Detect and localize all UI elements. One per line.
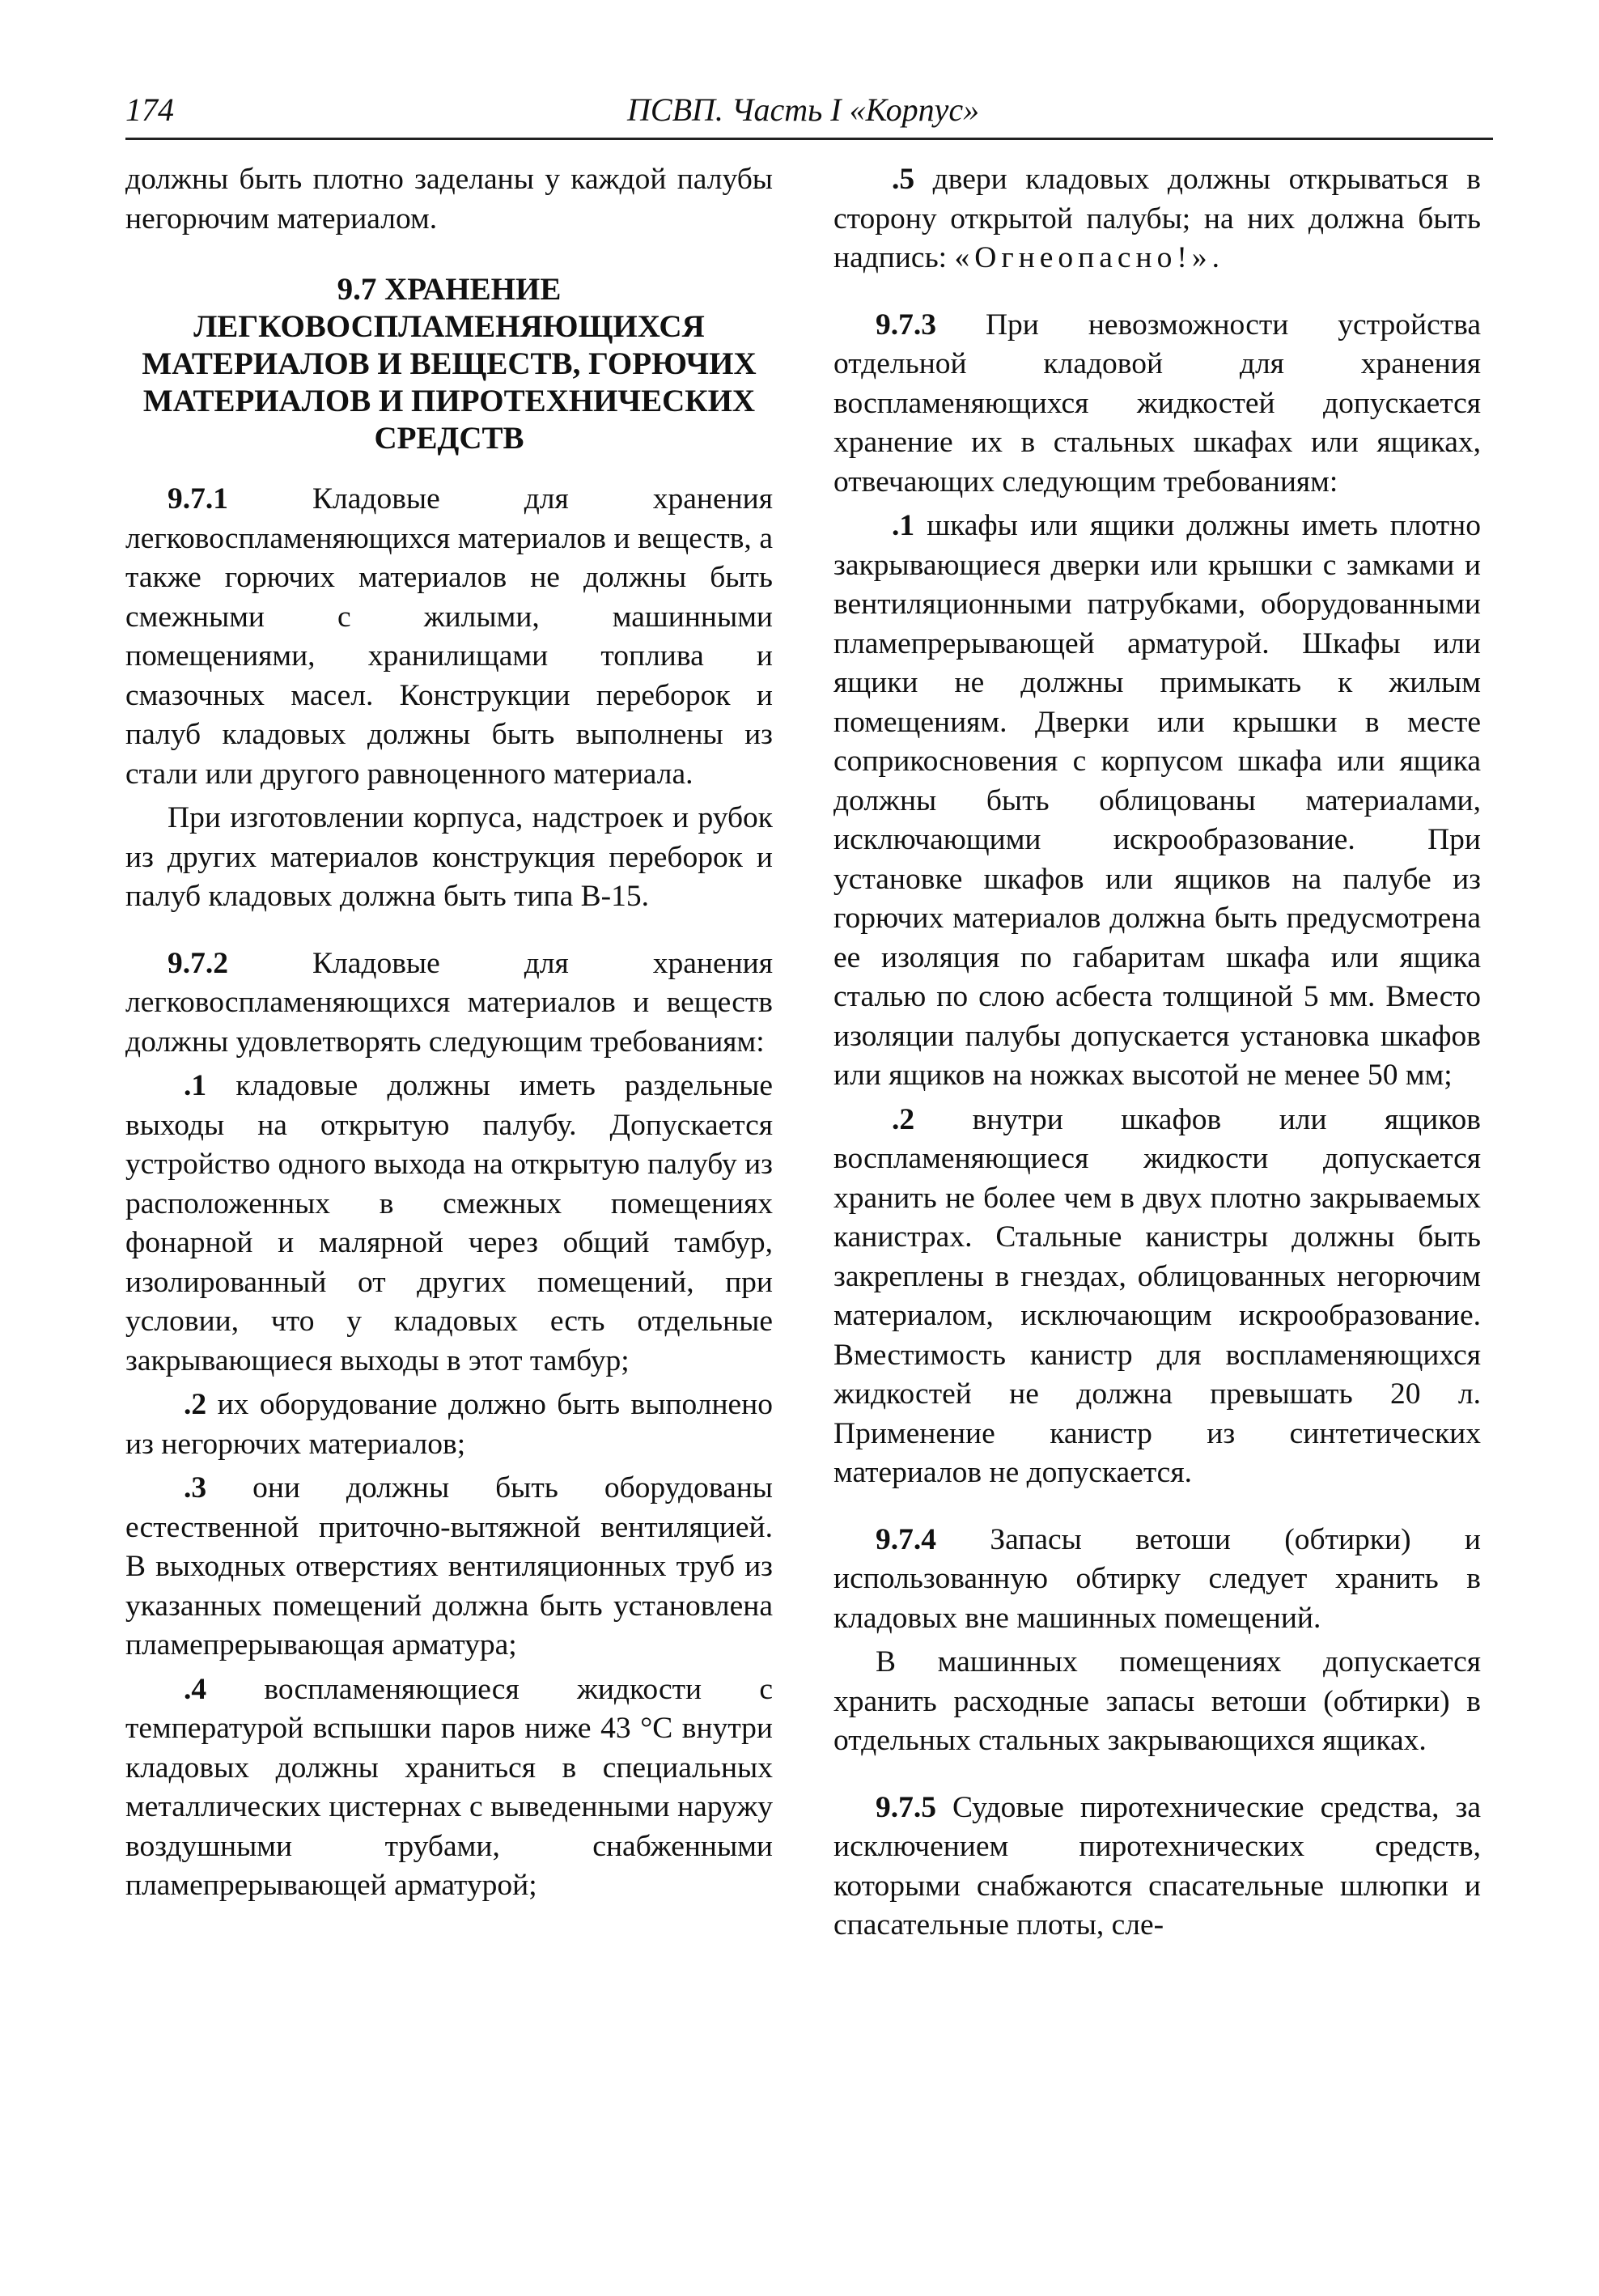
item-number: .2 [184,1388,207,1421]
page-number: 174 [125,91,174,128]
page-header [125,87,1493,140]
list-item-r2 [833,1101,1481,1493]
clause-number: 9.7.3 [876,308,936,342]
right-column [833,160,1481,1950]
warning-sign-text: «Огнеопасно!». [954,241,1224,274]
list-item-2 [125,1386,773,1464]
clause-9-7-1-continued: При изготовлении корпуса, надстроек и рубок из других материалов конструкция переборок и палуб кладовых должна быть типа В-15. [125,801,773,913]
list-item-1 [125,1067,773,1381]
item-number: .5 [892,163,915,196]
clause-number: 9.7.4 [876,1522,936,1556]
list-item-r1 [833,507,1481,1096]
intro-paragraph: должны быть плотно заделаны у каждой палубы негорючим материалом. [125,163,773,236]
clause-number: 9.7.1 [168,482,228,516]
clause-9-7-4 [833,1521,1481,1639]
clause-9-7-4-continued: В машинных помещениях допускается хранить расходные запасы ветоши (обтирки) в отдельных стальных закрывающихся ящиках. [833,1645,1481,1757]
item-text: двери кладовых должны открываться в сторону открытой палубы; на них должна быть надпись: [833,163,1481,274]
clause-text: При невозможности устройства отдельной кладовой для хранения воспламеняющихся жидкостей допускается хранение их в стальных шкафах или ящиках, отвечающих следующим требованиям: [833,308,1481,499]
list-item-5 [833,160,1481,278]
clause-9-7-5 [833,1789,1481,1946]
clause-9-7-2 [125,944,773,1063]
left-column [125,160,773,1911]
item-number: .3 [184,1471,207,1504]
item-number: .4 [184,1672,207,1706]
item-text: они должны быть оборудованы естественной приточно-вытяжной вентиляцией. В выходных отверстиях вентиляционных труб из указанных помещений должна быть установлена пламепрерывающая арматура; [125,1471,773,1662]
clause-text: Запасы ветоши (обтирки) и использованную обтирку следует хранить в кладовых вне машинных помещений. [833,1522,1481,1635]
list-item-4 [125,1670,773,1906]
clause-text: Судовые пиротехнические средства, за исключением пиротехнических средств, которыми снабжаются спасательные шлюпки и спасательные плоты, сле- [833,1790,1481,1942]
item-number: .1 [892,509,915,542]
list-item-3 [125,1469,773,1666]
item-number: .1 [184,1069,207,1102]
clause-number: 9.7.5 [876,1790,936,1824]
section-heading: 9.7 ХРАНЕНИЕ ЛЕГКОВОСПЛАМЕНЯЮЩИХСЯ МАТЕРИАЛОВ И ВЕЩЕСТВ, ГОРЮЧИХ МАТЕРИАЛОВ И ПИРОТЕХНИЧЕСКИХ СРЕДСТВ [142,272,757,456]
clause-text: Кладовые для хранения легковоспламеняющихся материалов и веществ должны удовлетворять следующим требованиям: [125,946,773,1059]
clause-9-7-1 [125,480,773,794]
clause-number: 9.7.2 [168,946,228,980]
item-text: их оборудование должно быть выполнено из негорючих материалов; [125,1388,773,1461]
clause-9-7-3 [833,306,1481,503]
item-text: кладовые должны иметь раздельные выходы на открытую палубу. Допускается устройство одного выхода на открытую палубу из расположенных в смежных помещениях фонарной и малярной через общий тамбур, изолированный от других помещений, при условии, что у кладовых есть отдельные закрывающиеся выходы в этот тамбур; [125,1069,773,1377]
clause-text: Кладовые для хранения легковоспламеняющихся материалов и веществ, а также горючих материалов не должны быть смежными с жилыми, машинными помещениями, хранилищами топлива и смазочных масел. Конструкции переборок и палуб кладовых должны быть выполнены из стали или другого равноценного материала. [125,482,773,791]
item-number: .2 [892,1102,915,1136]
item-text: воспламеняющиеся жидкости с температурой вспышки паров ниже 43 °С внутри кладовых должны храниться в специальных металлических цистернах с выведенными наружу воздушными трубами, снабженными пламепрерывающей арматурой; [125,1672,773,1902]
item-text: внутри шкафов или ящиков воспламеняющиеся жидкости допускается хранить не более чем в двух плотно закрываемых канистрах. Стальные канистры должны быть закреплены в гнездах, облицованных негорючим материалом, исключающим искрообразование. Вместимость канистр для воспламеняющихся жидкостей не должна превышать 20 л. Применение канистр из синтетических материалов не допускается. [833,1102,1481,1489]
running-title: ПСВП. Часть I «Корпус» [627,91,980,128]
item-text: шкафы или ящики должны иметь плотно закрывающиеся дверки или крышки с замками и вентиляционными патрубками, оборудованными пламепрерывающей арматурой. Шкафы или ящики не должны примыкать к жилым помещениям. Дверки или крышки в месте соприкосновения с корпусом шкафа или ящика должны быть облицованы материалами, исключающими искрообразование. При установке шкафов или ящиков на палубе из горючих материалов должна быть предусмотрена ее изоляция по габаритам шкафа или ящика сталью по слою асбеста толщиной 5 мм. Вместо изоляции палубы допускается установка шкафов или ящиков на ножках высотой не менее 50 мм; [833,509,1481,1092]
